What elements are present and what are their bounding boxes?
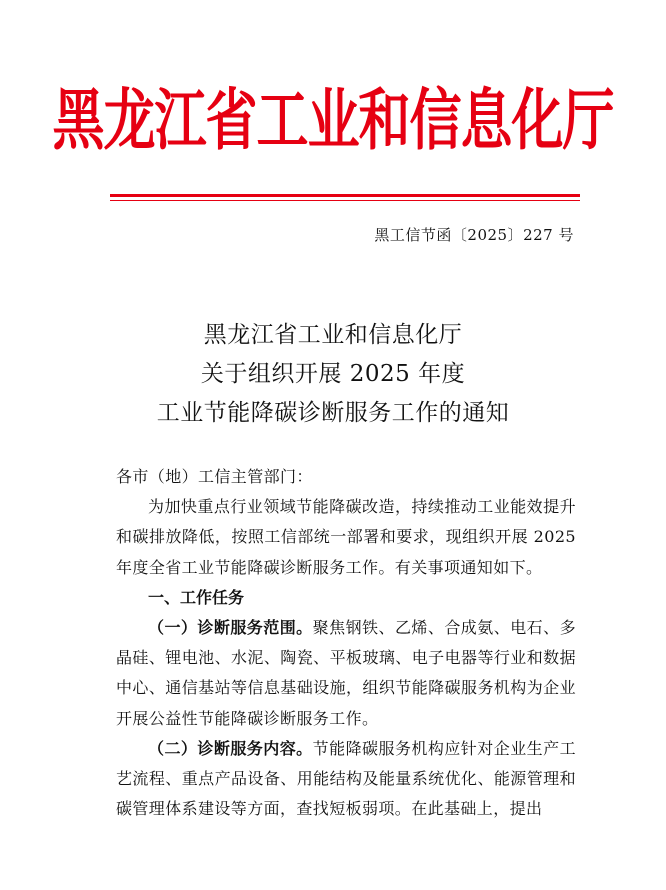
title-line: 工业节能降碳诊断服务工作的通知 (156, 400, 510, 426)
item-paragraph (116, 613, 576, 734)
letterhead-rule-thin (110, 200, 580, 201)
item-text: 聚焦钢铁、乙烯、合成氨、电石、多晶硅、锂电池、水泥、陶瓷、平板玻璃、电子电器等行业和数据中心、通信基站等信息基础设施，组织节能降碳服务机构为企业开展公益性节能降碳诊断服务工作。 (116, 618, 576, 728)
letterhead-rule-thick (110, 194, 580, 197)
title-line: 关于组织开展 2025 年度 (200, 361, 466, 387)
document-title (0, 316, 666, 433)
title-line: 黑龙江省工业和信息化厅 (203, 322, 463, 348)
item-paragraph (116, 734, 576, 825)
section-heading: 一、工作任务 (148, 587, 245, 607)
item-lead: （一）诊断服务范围。 (148, 618, 313, 638)
letterhead-title: 黑龙江省工业和信息化厅 (52, 82, 614, 160)
document-number: 黑工信节函〔2025〕227 号 (374, 226, 574, 244)
salutation: 各市（地）工信主管部门： (116, 467, 313, 486)
item-text: 节能降碳服务机构应针对企业生产工艺流程、重点产品设备、用能结构及能量系统优化、能源管理和碳管理体系建设等方面，查找短板弱项。在此基础上，提出 (116, 738, 576, 819)
item-lead: （二）诊断服务内容。 (148, 738, 313, 758)
intro-paragraph: 为加快重点行业领域节能降碳改造，持续推动工业能效提升和碳排放降低，按照工信部统一部署和要求，现组织开展 2025 年度全省工业节能降碳诊断服务工作。有关事项通知如下。 (116, 497, 576, 577)
document-body (116, 462, 576, 824)
